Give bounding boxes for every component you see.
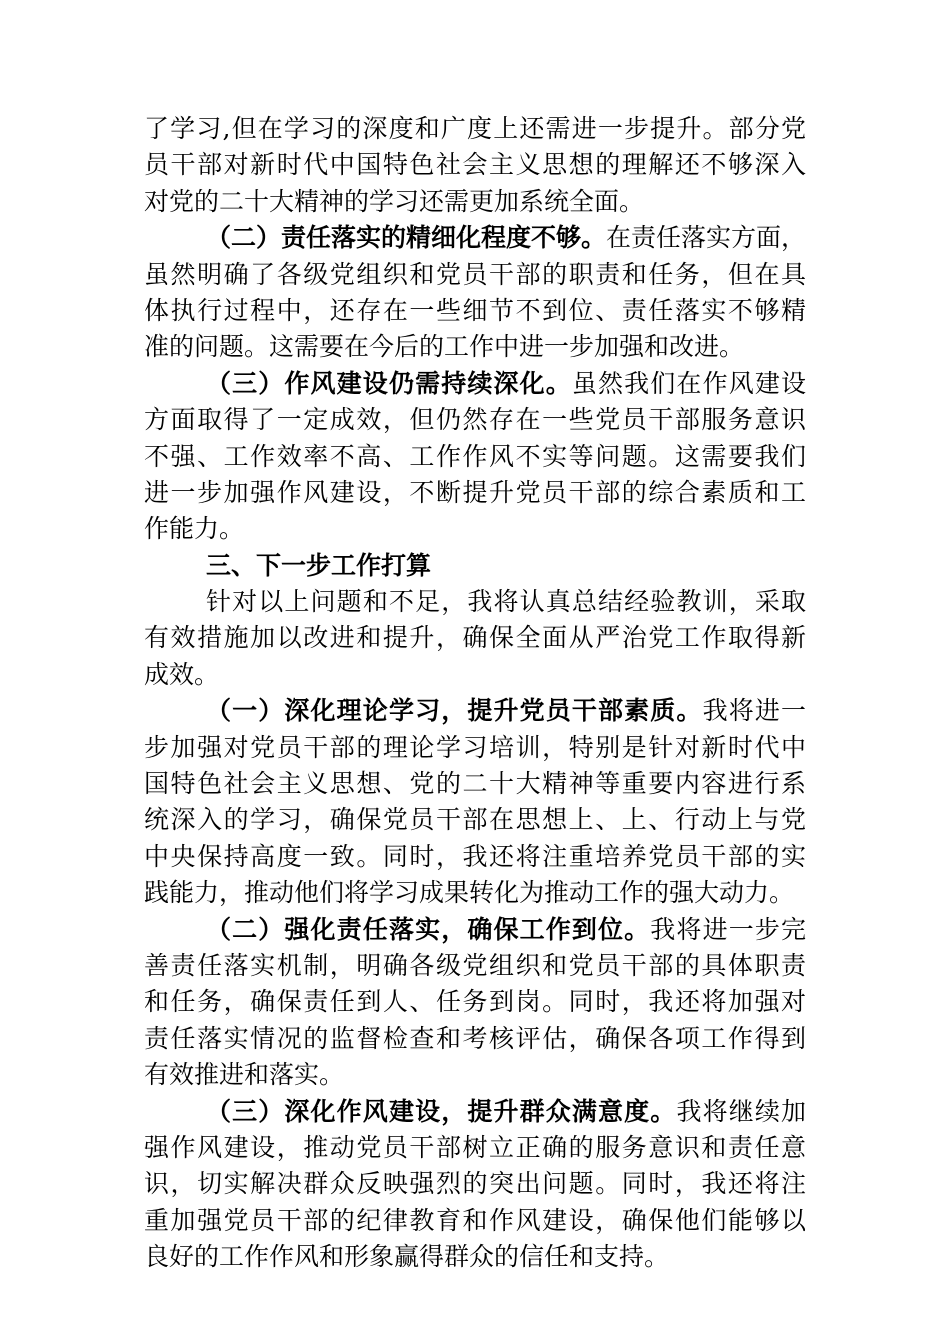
text-line xyxy=(144,912,806,948)
text-line xyxy=(144,1203,806,1239)
subsection-lead: （三）深化作风建设，提升群众满意度。 xyxy=(206,1096,677,1126)
line-text: 有效措施加以改进和提升，确保全面从严治党工作取得新 xyxy=(144,623,806,653)
line-text: 准的问题。这需要在今后的工作中进一步加强和改进。 xyxy=(144,332,745,362)
line-text: 不强、工作效率不高、工作作风不实等问题。这需要我们 xyxy=(144,441,806,471)
section-heading xyxy=(144,548,806,584)
text-line xyxy=(144,730,806,766)
line-text: 责任落实情况的监督检查和考核评估，确保各项工作得到 xyxy=(144,1023,806,1053)
line-text: 在责任落实方面， xyxy=(606,223,807,253)
text-line xyxy=(144,1057,806,1093)
text-line xyxy=(144,257,806,293)
line-text: 方面取得了一定成效，但仍然存在一些党员干部服务意识 xyxy=(144,405,806,435)
text-line xyxy=(144,657,806,693)
line-text: 针对以上问题和不足，我将认真总结经验教训，采取 xyxy=(206,587,806,617)
text-line xyxy=(144,984,806,1020)
text-line xyxy=(144,147,806,183)
line-text: 体执行过程中，还存在一些细节不到位、责任落实不够精 xyxy=(144,295,806,325)
subsection-lead: （三）作风建设仍需持续深化。 xyxy=(206,368,572,398)
text-line xyxy=(144,584,806,620)
line-text: 中央保持高度一致。同时，我还将注重培养党员干部的实 xyxy=(144,841,806,871)
line-text: 员干部对新时代中国特色社会主义思想的理解还不够深入 xyxy=(144,150,806,180)
text-line xyxy=(144,766,806,802)
text-line xyxy=(144,439,806,475)
line-text: 和任务，确保责任到人、任务到岗。同时，我还将加强对 xyxy=(144,987,806,1017)
line-text: 了学习,但在学习的深度和广度上还需进一步提升。部分党 xyxy=(144,114,806,143)
text-line xyxy=(144,802,806,838)
line-text: 统深入的学习，确保党员干部在思想上、上、行动上与党 xyxy=(144,805,806,835)
line-text: 虽然我们在作风建设 xyxy=(571,368,806,398)
text-line xyxy=(144,839,806,875)
line-text: 良好的工作作风和形象赢得群众的信任和支持。 xyxy=(144,1242,670,1272)
line-text: 强作风建设，推动党员干部树立正确的服务意识和责任意 xyxy=(144,1132,806,1162)
text-line xyxy=(144,111,806,147)
line-text: 重加强党员干部的纪律教育和作风建设，确保他们能够以 xyxy=(144,1205,806,1235)
line-text: 有效推进和落实。 xyxy=(144,1060,345,1090)
text-line xyxy=(144,1130,806,1166)
line-text: 对党的二十大精神的学习还需更加系统全面。 xyxy=(144,186,645,216)
line-text: 践能力，推动他们将学习成果转化为推动工作的强大动力。 xyxy=(144,878,795,908)
line-text: 步加强对党员干部的理论学习培训，特别是针对新时代中 xyxy=(144,732,806,762)
text-line xyxy=(144,329,806,365)
line-text: 作能力。 xyxy=(144,514,245,544)
text-line xyxy=(144,693,806,729)
text-line xyxy=(144,220,806,256)
line-text: 我将进一步完 xyxy=(650,914,806,944)
text-line xyxy=(144,1094,806,1130)
heading-text: 三、下一步工作打算 xyxy=(206,550,432,580)
text-line xyxy=(144,184,806,220)
text-line xyxy=(144,948,806,984)
text-line xyxy=(144,1166,806,1202)
line-text: 我将继续加 xyxy=(676,1096,806,1126)
text-line xyxy=(144,875,806,911)
text-line xyxy=(144,620,806,656)
line-text: 虽然明确了各级党组织和党员干部的职责和任务，但在具 xyxy=(144,259,806,289)
text-line xyxy=(144,366,806,402)
text-line xyxy=(144,511,806,547)
text-line xyxy=(144,402,806,438)
text-line xyxy=(144,1239,806,1275)
line-text: 成效。 xyxy=(144,659,220,689)
subsection-lead: （二）强化责任落实，确保工作到位。 xyxy=(206,914,651,944)
text-line xyxy=(144,1021,806,1057)
line-text: 我将进一 xyxy=(702,696,806,726)
line-text: 进一步加强作风建设，不断提升党员干部的综合素质和工 xyxy=(144,477,806,507)
line-text: 国特色社会主义思想、党的二十大精神等重要内容进行系 xyxy=(144,769,806,799)
text-line xyxy=(144,293,806,329)
line-text: 善责任落实机制，明确各级党组织和党员干部的具体职责 xyxy=(144,950,806,980)
text-line xyxy=(144,475,806,511)
subsection-lead: （二）责任落实的精细化程度不够。 xyxy=(206,223,607,253)
line-text: 识，切实解决群众反映强烈的突出问题。同时，我还将注 xyxy=(144,1169,806,1199)
subsection-lead: （一）深化理论学习，提升党员干部素质。 xyxy=(206,696,703,726)
document-page xyxy=(144,111,806,1276)
